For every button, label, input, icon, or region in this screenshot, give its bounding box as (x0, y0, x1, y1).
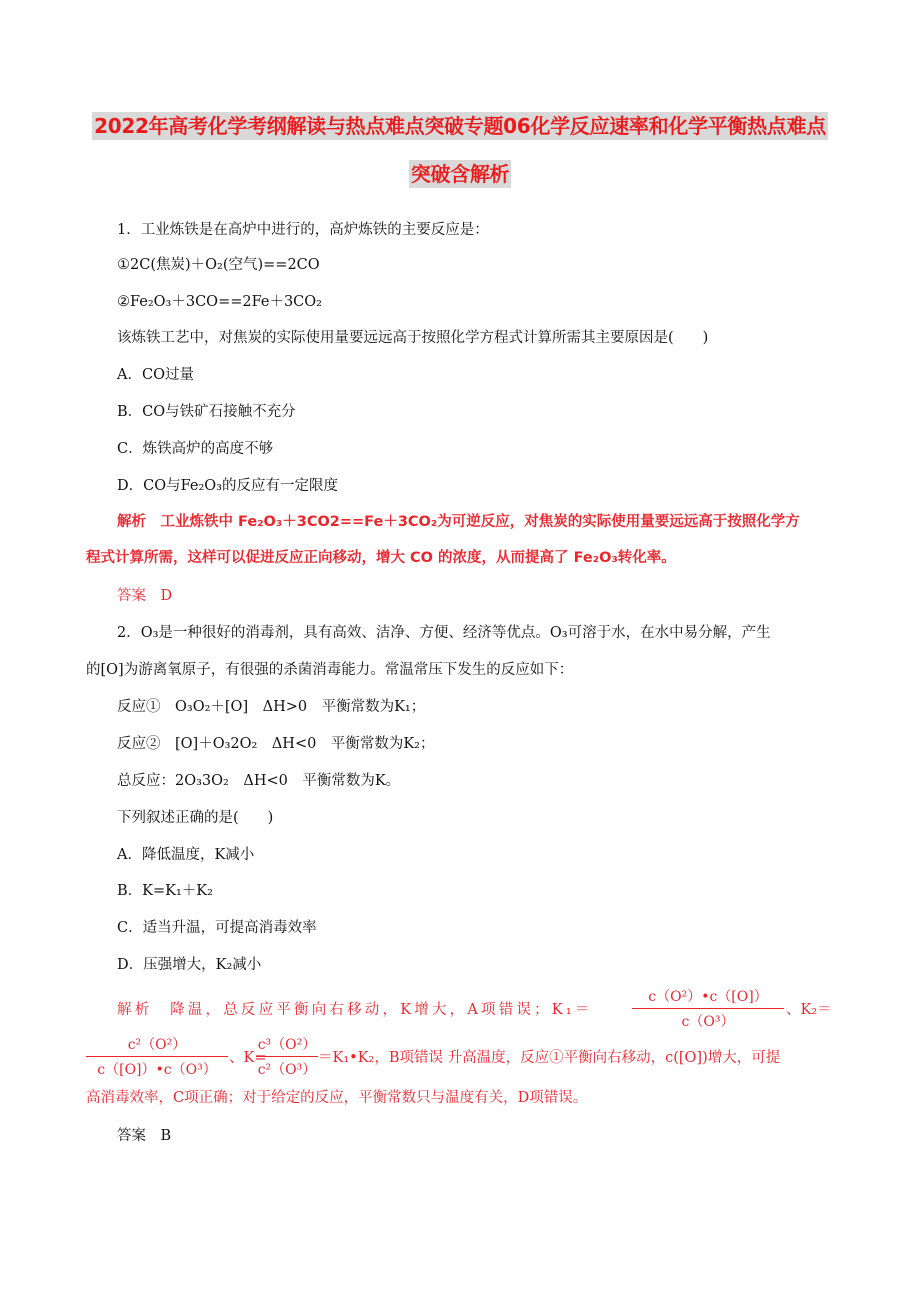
q2-reaction-2: 反应② [O]＋O₃2O₂ ΔH<0 平衡常数为K₂； (117, 736, 435, 752)
fraction-k2-numerator: c²（O²） (127, 1037, 187, 1053)
fraction-k2-denominator: c（[O]）•c（O³） (97, 1062, 217, 1078)
fraction-k (256, 1034, 318, 1080)
q2-stem-line-1: 2．O₃是一种很好的消毒剂，具有高效、洁净、方便、经济等优点。O₃可溶于水，在水中易分解，产生 (117, 625, 771, 641)
q2-question: 下列叙述正确的是( ) (117, 810, 274, 826)
q1-analysis-line-2: 程式计算所需，这样可以促进反应正向移动，增大 CO 的浓度，从而提高了 Fe₂O₃转化率。 (86, 550, 676, 566)
q2-reaction-1: 反应① O₃O₂＋[O] ΔH>0 平衡常数为K₁； (117, 699, 426, 715)
q2-reaction-total: 总反应：2O₃3O₂ ΔH<0 平衡常数为K。 (117, 773, 401, 789)
title-line-2: 突破含解析 (410, 162, 510, 186)
q1-option-b: B．CO与铁矿石接触不充分 (117, 404, 296, 420)
q1-reaction-2: ②Fe₂O₃＋3CO==2Fe＋3CO₂ (117, 294, 322, 310)
q1-option-c: C．炼铁高炉的高度不够 (117, 441, 274, 457)
fraction-k1-bar (632, 1008, 784, 1009)
q1-question: 该炼铁工艺中，对焦炭的实际使用量要远远高于按照化学方程式计算所需其主要原因是( ) (117, 330, 709, 346)
q2-analysis-k2-prefix: 、K₂＝ (786, 1002, 832, 1018)
q2-analysis-k-prefix: 、K= (229, 1050, 267, 1066)
fraction-k2-bar (86, 1056, 228, 1057)
q2-answer: 答案 B (117, 1128, 172, 1144)
q1-answer: 答案 D (117, 588, 173, 604)
fraction-k1-numerator: c（O²）•c（[O]） (648, 989, 768, 1005)
q2-option-a: A．降低温度，K减小 (117, 847, 255, 863)
fraction-k2 (86, 1034, 228, 1080)
q1-reaction-1: ①2C(焦炭)＋O₂(空气)==2CO (117, 257, 320, 273)
fraction-k1 (632, 986, 784, 1032)
fraction-k-denominator: c²（O³） (257, 1062, 317, 1078)
q2-stem-line-2: 的[O]为游离氧原子，有很强的杀菌消毒能力。常温常压下发生的反应如下： (86, 662, 574, 678)
q2-option-b: B．K=K₁＋K₂ (117, 883, 213, 899)
fraction-k1-denominator: c（O³） (681, 1014, 735, 1030)
q2-analysis-part-b: ＝K₁•K₂，B项错误 升高温度，反应①平衡向右移动，c([O])增大，可提 (318, 1050, 781, 1066)
q2-analysis-part-c: 高消毒效率，C项正确；对于给定的反应，平衡常数只与温度有关，D项错误。 (86, 1090, 588, 1106)
q2-option-c: C．适当升温，可提高消毒效率 (117, 920, 317, 936)
q2-analysis-part-a: 解析 降温，总反应平衡向右移动，K增大，A项错误；K₁＝ (117, 1002, 593, 1018)
q1-option-d: D．CO与Fe₂O₃的反应有一定限度 (117, 478, 338, 494)
title-line-1: 2022年高考化学考纲解读与热点难点突破专题06化学反应速率和化学平衡热点难点 (94, 114, 826, 138)
document-title (60, 112, 860, 188)
q1-option-a: A．CO过量 (117, 367, 194, 383)
fraction-k-bar (256, 1056, 318, 1057)
q2-option-d: D．压强增大，K₂减小 (117, 957, 262, 973)
q1-stem: 1．工业炼铁是在高炉中进行的，高炉炼铁的主要反应是： (117, 222, 489, 238)
fraction-k-numerator: c³（O²） (257, 1037, 317, 1053)
q1-analysis-line-1: 解析 工业炼铁中 Fe₂O₃＋3CO2==Fe＋3CO₂为可逆反应，对焦炭的实际使用量要远远高于按照化学方 (117, 514, 800, 530)
